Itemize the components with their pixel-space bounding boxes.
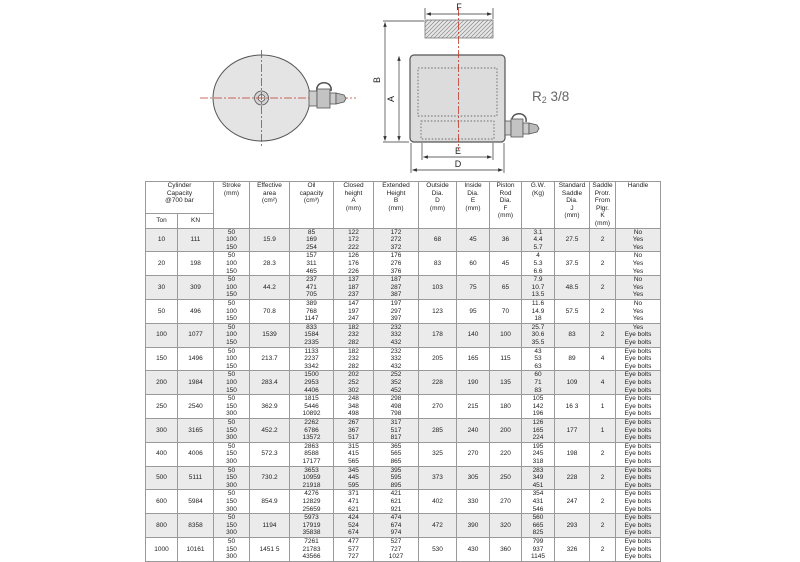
cell-handle: No Yes Yes bbox=[616, 252, 661, 276]
cell-extended: 187 287 387 bbox=[374, 276, 419, 300]
cell-ton: 500 bbox=[146, 466, 178, 490]
cell-ton: 150 bbox=[146, 347, 178, 371]
cell-gw: 25.7 30.6 35.5 bbox=[522, 323, 555, 347]
col-header-closed: Closed height A (mm) bbox=[334, 182, 374, 229]
cell-oil: 3653 10959 21918 bbox=[290, 466, 334, 490]
cell-saddle: 89 bbox=[555, 347, 590, 371]
cell-kn: 10161 bbox=[178, 537, 214, 561]
cell-gw: 560 665 825 bbox=[522, 514, 555, 538]
cell-in_e: 430 bbox=[457, 537, 490, 561]
cylinder-diagram bbox=[180, 0, 600, 180]
cell-out_d: 68 bbox=[419, 228, 457, 252]
cell-saddle: 247 bbox=[555, 490, 590, 514]
cell-rod_f: 250 bbox=[490, 466, 522, 490]
cell-saddle: 16 3 bbox=[555, 395, 590, 419]
cell-ton: 20 bbox=[146, 252, 178, 276]
table-row bbox=[146, 347, 661, 371]
cell-oil: 4276 12829 25659 bbox=[290, 490, 334, 514]
cell-area: 1539 bbox=[250, 323, 290, 347]
cell-in_e: 240 bbox=[457, 418, 490, 442]
cell-kn: 4006 bbox=[178, 442, 214, 466]
cell-out_d: 325 bbox=[419, 442, 457, 466]
cell-protr: 4 bbox=[590, 347, 616, 371]
cell-stroke: 50 150 300 bbox=[214, 514, 250, 538]
col-header-saddle: Standard Saddle Dia. J (mm) bbox=[555, 182, 590, 229]
cell-protr: 4 bbox=[590, 371, 616, 395]
cell-area: 452.2 bbox=[250, 418, 290, 442]
cell-handle: Eye bolts Eye bolts Eye bolts bbox=[616, 442, 661, 466]
col-header-in_e: Inside Dia. E (mm) bbox=[457, 182, 490, 229]
cell-in_e: 95 bbox=[457, 299, 490, 323]
cell-extended: 232 332 432 bbox=[374, 347, 419, 371]
col-header-rod_f: Piston Rod Dia. F (mm) bbox=[490, 182, 522, 229]
dim-label-a: A bbox=[386, 95, 396, 103]
cell-handle: Eye bolts Eye bolts Eye bolts bbox=[616, 466, 661, 490]
thread-callout bbox=[532, 89, 569, 105]
cell-closed: 477 577 727 bbox=[334, 537, 374, 561]
cell-ton: 250 bbox=[146, 395, 178, 419]
col-header-extended: Extended Height B (mm) bbox=[374, 182, 419, 229]
cell-extended: 252 352 452 bbox=[374, 371, 419, 395]
table-row bbox=[146, 442, 661, 466]
coupler-fitting-right bbox=[505, 114, 539, 137]
cell-rod_f: 36 bbox=[490, 228, 522, 252]
cell-ton: 600 bbox=[146, 490, 178, 514]
cell-oil: 157 311 465 bbox=[290, 252, 334, 276]
cell-extended: 317 517 817 bbox=[374, 418, 419, 442]
table-row bbox=[146, 228, 661, 252]
cell-out_d: 178 bbox=[419, 323, 457, 347]
cell-area: 44.2 bbox=[250, 276, 290, 300]
cell-stroke: 50 150 300 bbox=[214, 395, 250, 419]
cell-rod_f: 70 bbox=[490, 299, 522, 323]
cell-gw: 3.1 4.4 5.7 bbox=[522, 228, 555, 252]
cell-in_e: 390 bbox=[457, 514, 490, 538]
cell-area: 1194 bbox=[250, 514, 290, 538]
cell-closed: 137 187 237 bbox=[334, 276, 374, 300]
cell-in_e: 330 bbox=[457, 490, 490, 514]
cell-ton: 300 bbox=[146, 418, 178, 442]
col-header-area: Effective area (cm²) bbox=[250, 182, 290, 229]
col-subheader-ton: Ton bbox=[146, 214, 178, 228]
cell-kn: 1077 bbox=[178, 323, 214, 347]
cell-saddle: 83 bbox=[555, 323, 590, 347]
cell-out_d: 472 bbox=[419, 514, 457, 538]
cell-rod_f: 180 bbox=[490, 395, 522, 419]
col-header-out_d: Outside Dia. D (mm) bbox=[419, 182, 457, 229]
col-header-handle: Handle bbox=[616, 182, 661, 229]
thread-size: 3/8 bbox=[546, 89, 570, 104]
cell-stroke: 50 100 150 bbox=[214, 276, 250, 300]
cell-closed: 126 176 226 bbox=[334, 252, 374, 276]
spec-table-body bbox=[146, 228, 661, 561]
thread-r: R bbox=[532, 89, 542, 104]
cell-out_d: 83 bbox=[419, 252, 457, 276]
cell-stroke: 50 100 150 bbox=[214, 323, 250, 347]
cell-closed: 182 232 282 bbox=[334, 347, 374, 371]
cell-area: 572.3 bbox=[250, 442, 290, 466]
cell-rod_f: 360 bbox=[490, 537, 522, 561]
table-row bbox=[146, 323, 661, 347]
cell-gw: 799 937 1145 bbox=[522, 537, 555, 561]
cell-in_e: 165 bbox=[457, 347, 490, 371]
cell-saddle: 48.5 bbox=[555, 276, 590, 300]
cell-out_d: 205 bbox=[419, 347, 457, 371]
cell-kn: 309 bbox=[178, 276, 214, 300]
spec-table-header bbox=[146, 182, 661, 229]
thread-sub: 2 bbox=[541, 95, 547, 105]
cell-oil: 7261 21783 43566 bbox=[290, 537, 334, 561]
cell-area: 854.9 bbox=[250, 490, 290, 514]
cell-kn: 5984 bbox=[178, 490, 214, 514]
cell-gw: 11.6 14.9 18 bbox=[522, 299, 555, 323]
cell-handle: Eye bolts Eye bolts Eye bolts bbox=[616, 395, 661, 419]
cell-handle: No Yes Yes bbox=[616, 276, 661, 300]
cell-extended: 365 565 865 bbox=[374, 442, 419, 466]
cell-rod_f: 320 bbox=[490, 514, 522, 538]
cell-saddle: 326 bbox=[555, 537, 590, 561]
cell-gw: 195 245 318 bbox=[522, 442, 555, 466]
cell-kn: 2540 bbox=[178, 395, 214, 419]
dim-label-d: D bbox=[454, 159, 462, 169]
table-row bbox=[146, 395, 661, 419]
cell-ton: 800 bbox=[146, 514, 178, 538]
cell-extended: 395 595 895 bbox=[374, 466, 419, 490]
cell-protr: 2 bbox=[590, 276, 616, 300]
cell-handle: Yes Eye bolts Eye bolts bbox=[616, 323, 661, 347]
cell-gw: 126 165 224 bbox=[522, 418, 555, 442]
dim-label-f: F bbox=[456, 2, 462, 12]
cell-closed: 248 348 498 bbox=[334, 395, 374, 419]
cell-kn: 3165 bbox=[178, 418, 214, 442]
cell-area: 283.4 bbox=[250, 371, 290, 395]
cell-area: 70.8 bbox=[250, 299, 290, 323]
cell-kn: 5111 bbox=[178, 466, 214, 490]
cell-in_e: 190 bbox=[457, 371, 490, 395]
dim-label-b: B bbox=[372, 76, 382, 84]
cell-kn: 1984 bbox=[178, 371, 214, 395]
table-row bbox=[146, 466, 661, 490]
cell-gw: 7.9 10.7 13.5 bbox=[522, 276, 555, 300]
cylinder-front-view bbox=[372, 2, 569, 173]
cell-handle: No Yes Yes bbox=[616, 299, 661, 323]
cell-extended: 421 621 921 bbox=[374, 490, 419, 514]
cell-protr: 2 bbox=[590, 466, 616, 490]
cell-rod_f: 65 bbox=[490, 276, 522, 300]
cell-ton: 50 bbox=[146, 299, 178, 323]
cell-handle: Eye bolts Eye bolts Eye bolts bbox=[616, 537, 661, 561]
cell-saddle: 109 bbox=[555, 371, 590, 395]
cell-rod_f: 270 bbox=[490, 490, 522, 514]
cell-saddle: 293 bbox=[555, 514, 590, 538]
cell-kn: 198 bbox=[178, 252, 214, 276]
cell-kn: 1496 bbox=[178, 347, 214, 371]
cell-in_e: 60 bbox=[457, 252, 490, 276]
cell-ton: 100 bbox=[146, 323, 178, 347]
cell-out_d: 285 bbox=[419, 418, 457, 442]
cell-out_d: 270 bbox=[419, 395, 457, 419]
cell-area: 213.7 bbox=[250, 347, 290, 371]
cell-closed: 202 252 302 bbox=[334, 371, 374, 395]
cell-ton: 400 bbox=[146, 442, 178, 466]
cell-stroke: 50 100 150 bbox=[214, 252, 250, 276]
cell-saddle: 37.5 bbox=[555, 252, 590, 276]
table-row bbox=[146, 371, 661, 395]
table-row bbox=[146, 276, 661, 300]
cell-ton: 30 bbox=[146, 276, 178, 300]
table-row bbox=[146, 514, 661, 538]
cell-in_e: 270 bbox=[457, 442, 490, 466]
cell-extended: 197 297 397 bbox=[374, 299, 419, 323]
cell-extended: 527 727 1027 bbox=[374, 537, 419, 561]
cell-out_d: 228 bbox=[419, 371, 457, 395]
cell-out_d: 123 bbox=[419, 299, 457, 323]
cell-stroke: 50 150 300 bbox=[214, 418, 250, 442]
coupler-tip bbox=[529, 123, 539, 134]
cell-closed: 147 197 247 bbox=[334, 299, 374, 323]
cell-gw: 105 142 196 bbox=[522, 395, 555, 419]
cell-extended: 232 332 432 bbox=[374, 323, 419, 347]
cell-stroke: 50 150 300 bbox=[214, 490, 250, 514]
cell-oil: 2262 6786 13572 bbox=[290, 418, 334, 442]
cell-oil: 1500 2953 4406 bbox=[290, 371, 334, 395]
cell-rod_f: 115 bbox=[490, 347, 522, 371]
cell-saddle: 198 bbox=[555, 442, 590, 466]
cell-area: 362.9 bbox=[250, 395, 290, 419]
cell-handle: Eye bolts Eye bolts Eye bolts bbox=[616, 347, 661, 371]
spec-table bbox=[145, 181, 661, 562]
cell-extended: 176 276 376 bbox=[374, 252, 419, 276]
cell-extended: 474 674 974 bbox=[374, 514, 419, 538]
cell-stroke: 50 100 150 bbox=[214, 371, 250, 395]
cell-out_d: 402 bbox=[419, 490, 457, 514]
cell-closed: 315 415 565 bbox=[334, 442, 374, 466]
cell-kn: 111 bbox=[178, 228, 214, 252]
col-subheader-kn: KN bbox=[178, 214, 214, 228]
table-row bbox=[146, 299, 661, 323]
cell-handle: Eye bolts Eye bolts Eye bolts bbox=[616, 490, 661, 514]
cell-closed: 424 524 674 bbox=[334, 514, 374, 538]
cell-stroke: 50 100 150 bbox=[214, 299, 250, 323]
cell-stroke: 50 150 300 bbox=[214, 537, 250, 561]
cell-closed: 267 367 517 bbox=[334, 418, 374, 442]
cell-oil: 1815 5446 10892 bbox=[290, 395, 334, 419]
cell-gw: 4 5.3 6.6 bbox=[522, 252, 555, 276]
cell-in_e: 305 bbox=[457, 466, 490, 490]
cell-stroke: 50 100 150 bbox=[214, 347, 250, 371]
cell-oil: 1133 2237 3342 bbox=[290, 347, 334, 371]
cell-protr: 2 bbox=[590, 490, 616, 514]
col-header-stroke: Stroke (mm) bbox=[214, 182, 250, 229]
coupler-tip bbox=[336, 93, 346, 104]
cell-saddle: 27.5 bbox=[555, 228, 590, 252]
cell-out_d: 373 bbox=[419, 466, 457, 490]
cylinder-top-view bbox=[200, 50, 356, 147]
cell-area: 1451 5 bbox=[250, 537, 290, 561]
cell-protr: 2 bbox=[590, 228, 616, 252]
cell-in_e: 45 bbox=[457, 228, 490, 252]
cell-handle: Eye bolts Eye bolts Eye bolts bbox=[616, 514, 661, 538]
cell-protr: 2 bbox=[590, 514, 616, 538]
cell-ton: 10 bbox=[146, 228, 178, 252]
cell-closed: 345 445 595 bbox=[334, 466, 374, 490]
cell-closed: 371 471 621 bbox=[334, 490, 374, 514]
cell-protr: 2 bbox=[590, 252, 616, 276]
cell-rod_f: 135 bbox=[490, 371, 522, 395]
cell-gw: 43 53 63 bbox=[522, 347, 555, 371]
cell-ton: 1000 bbox=[146, 537, 178, 561]
cell-gw: 354 431 546 bbox=[522, 490, 555, 514]
cell-oil: 5973 17919 35838 bbox=[290, 514, 334, 538]
cell-extended: 172 272 372 bbox=[374, 228, 419, 252]
cell-handle: Eye bolts Eye bolts Eye bolts bbox=[616, 371, 661, 395]
table-row bbox=[146, 252, 661, 276]
cell-in_e: 215 bbox=[457, 395, 490, 419]
cell-rod_f: 200 bbox=[490, 418, 522, 442]
cell-closed: 182 232 282 bbox=[334, 323, 374, 347]
cell-oil: 833 1584 2335 bbox=[290, 323, 334, 347]
cell-saddle: 228 bbox=[555, 466, 590, 490]
table-row bbox=[146, 418, 661, 442]
table-row bbox=[146, 490, 661, 514]
cell-area: 28.3 bbox=[250, 252, 290, 276]
table-row bbox=[146, 537, 661, 561]
cell-stroke: 50 100 150 bbox=[214, 228, 250, 252]
col-header-oil: Oil capacity (cm³) bbox=[290, 182, 334, 229]
cell-stroke: 50 150 300 bbox=[214, 466, 250, 490]
cell-area: 15.9 bbox=[250, 228, 290, 252]
cell-rod_f: 100 bbox=[490, 323, 522, 347]
cell-oil: 237 471 705 bbox=[290, 276, 334, 300]
cell-handle: Eye bolts Eye bolts Eye bolts bbox=[616, 418, 661, 442]
col-header-protr: Saddle Protr. From Plgr. K (mm) bbox=[590, 182, 616, 229]
cell-oil: 85 169 254 bbox=[290, 228, 334, 252]
cell-oil: 389 768 1147 bbox=[290, 299, 334, 323]
cell-saddle: 57.5 bbox=[555, 299, 590, 323]
cell-kn: 496 bbox=[178, 299, 214, 323]
coupler-fitting-left bbox=[309, 83, 346, 108]
cell-gw: 283 349 451 bbox=[522, 466, 555, 490]
col-header-capacity: Cylinder Capacity @700 bar bbox=[146, 182, 214, 214]
dim-label-e: E bbox=[454, 146, 462, 156]
cell-kn: 8358 bbox=[178, 514, 214, 538]
cell-closed: 122 172 222 bbox=[334, 228, 374, 252]
cell-protr: 2 bbox=[590, 442, 616, 466]
cell-ton: 200 bbox=[146, 371, 178, 395]
col-header-gw: G.W. (Kg) bbox=[522, 182, 555, 229]
cell-out_d: 530 bbox=[419, 537, 457, 561]
saddle-hatched bbox=[425, 20, 493, 38]
cell-handle: No Yes Yes bbox=[616, 228, 661, 252]
cell-area: 730.2 bbox=[250, 466, 290, 490]
cell-in_e: 75 bbox=[457, 276, 490, 300]
cell-protr: 1 bbox=[590, 395, 616, 419]
cell-saddle: 177 bbox=[555, 418, 590, 442]
cell-stroke: 50 150 300 bbox=[214, 442, 250, 466]
cell-in_e: 140 bbox=[457, 323, 490, 347]
cell-protr: 2 bbox=[590, 537, 616, 561]
cell-protr: 2 bbox=[590, 299, 616, 323]
cell-rod_f: 220 bbox=[490, 442, 522, 466]
cell-protr: 2 bbox=[590, 323, 616, 347]
cell-gw: 60 71 83 bbox=[522, 371, 555, 395]
cell-protr: 1 bbox=[590, 418, 616, 442]
cell-rod_f: 45 bbox=[490, 252, 522, 276]
cell-extended: 298 498 798 bbox=[374, 395, 419, 419]
cell-oil: 2863 8588 17177 bbox=[290, 442, 334, 466]
cell-out_d: 103 bbox=[419, 276, 457, 300]
